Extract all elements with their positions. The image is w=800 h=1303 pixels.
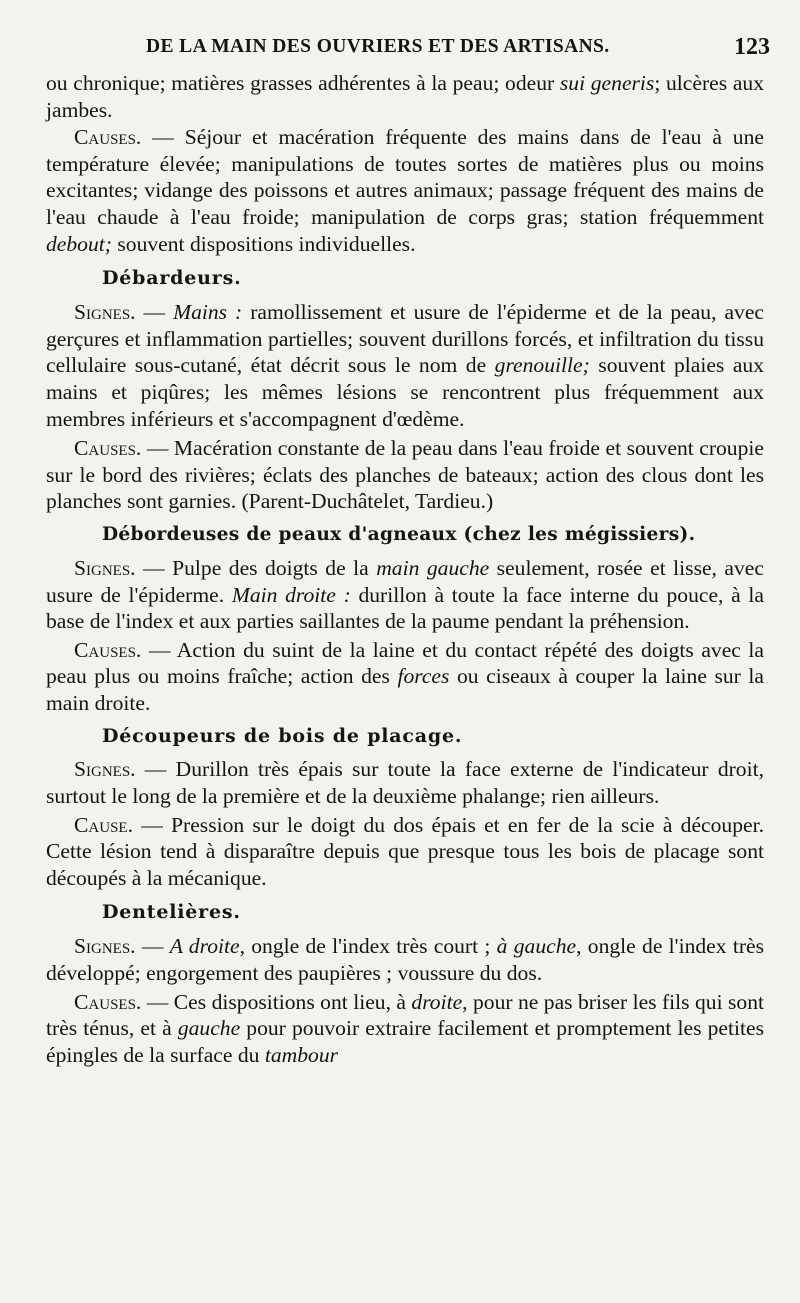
paragraph-label: Causes. [74,436,142,461]
text-run: durillon à toute la face interne du pouce, à la base de l'index et aux parties saillantes de la paume pendant la préhension. [46,582,764,634]
text-run: , ongle de l'index très développé; engorgement des paupières ; voussure du dos. [46,934,764,986]
text-run: — Macération constante de la peau dans l'eau froide et souvent croupie sur le bord des rivières; éclats des planches de bateaux; action des clous dont les planches sont garnies. (Parent-Duchâtelet, Tardieu.) [46,436,764,514]
italic-run: tambour [264,1042,339,1067]
paragraph-label: Signes. [74,555,136,580]
text-run: ; ulcères aux jambes. [46,71,765,122]
section-heading-debardeurs: Débardeurs. [102,267,242,290]
paragraph-causes-3 [46,637,764,717]
italic-run: debout; [46,231,112,256]
paragraph-causes-1 [46,124,764,257]
text-run: — Séjour et macération fréquente des mains dans de l'eau à une température élevée; manipulations de toutes sortes de matières plus ou moins excitantes; vidange des poissons et autres animaux; passage fréquent des mains de l'eau chaude à l'eau froide; manipulation de corps gras; station fréquemment [46,125,764,229]
paragraph-label: Signes. [74,757,136,782]
italic-run: à gauche [496,934,577,959]
page-number: 123 [734,34,770,60]
text-run: pour pouvoir extraire facilement et promptement les petites épingles de la surface du [46,1016,765,1067]
text-run: — Ces dispositions ont lieu, à [141,989,412,1014]
paragraph-label: Cause. [74,812,133,837]
text-run: , pour ne pas briser les fils qui sont très ténus, et à [46,989,764,1041]
text-run: ramollissement et usure de l'épiderme et de la peau, avec gerçures et inflammation partielles; souvent durillons forcés, et infiltration du tissu cellulaire sous-cutané, état décrit sous le nom de [46,300,764,378]
section-heading-debordeuses: Débordeuses de peaux d'agneaux (chez les mégissiers). [102,523,696,545]
paragraph-label: Signes. [74,934,136,959]
text-run: — Pression sur le doigt du dos épais et en fer de la scie à découper. Cette lésion tend à disparaître depuis que presque tous les bois de placage sont découpés à la mécanique. [46,812,764,890]
paragraph-continuation [46,70,764,123]
text-run: — Action du suint de la laine et du contact répété des doigts avec la peau plus ou moins fraîche; action des [46,637,764,689]
italic-run: forces [397,664,450,689]
paragraph-signes-3 [46,756,764,809]
paragraph-label: Causes. [74,125,142,150]
paragraph-cause-4 [46,812,764,892]
text-run: seulement, rosée et lisse, avec usure de l'épiderme. [46,555,764,607]
section-heading-dentelieres: Dentelières. [102,901,241,924]
text-run: souvent dispositions individuelles. [111,231,416,256]
text-run: — Pulpe des doigts de la [135,555,377,580]
italic-run: gauche [177,1016,241,1041]
running-header [60,36,770,66]
italic-run: A droite [169,934,240,959]
italic-run: main gauche [376,555,490,580]
paragraph-label: Causes. [74,637,142,662]
italic-run: Mains : [173,300,243,325]
paragraph-causes-5 [46,989,764,1069]
paragraph-signes-2 [46,555,764,635]
italic-run: sui generis [559,71,655,95]
section-heading-decoupeurs: Découpeurs de bois de placage. [102,725,463,748]
paragraph-causes-2 [46,435,764,515]
italic-run: grenouille; [494,353,590,378]
text-run: — [135,934,170,959]
paragraph-label: Causes. [74,989,142,1014]
text-run: souvent plaies aux mains et piqûres; les mêmes lésions se rencontrent plus fréquemment aux membres inférieurs et s'accompagnent d'œdème. [46,353,764,431]
paragraph-signes-1 [46,299,764,432]
italic-run: droite [411,989,463,1014]
text-run: — Durillon très épais sur toute la face externe de l'indicateur droit, surtout le long de la première et de la deuxième phalange; rien ailleurs. [46,757,764,809]
text-run: , ongle de l'index très court ; [239,934,497,959]
text-run: ou ciseaux à couper la laine sur la main droite. [46,664,765,715]
text-run: ou chronique; matières grasses adhérentes à la peau; odeur [46,71,560,95]
paragraph-label: Signes. [74,300,136,325]
text-run: — [135,300,174,325]
running-title: DE LA MAIN DES OUVRIERS ET DES ARTISANS. [146,36,610,57]
italic-run: Main droite : [231,582,351,607]
paragraph-signes-4 [46,933,764,986]
page-body [46,70,764,1068]
